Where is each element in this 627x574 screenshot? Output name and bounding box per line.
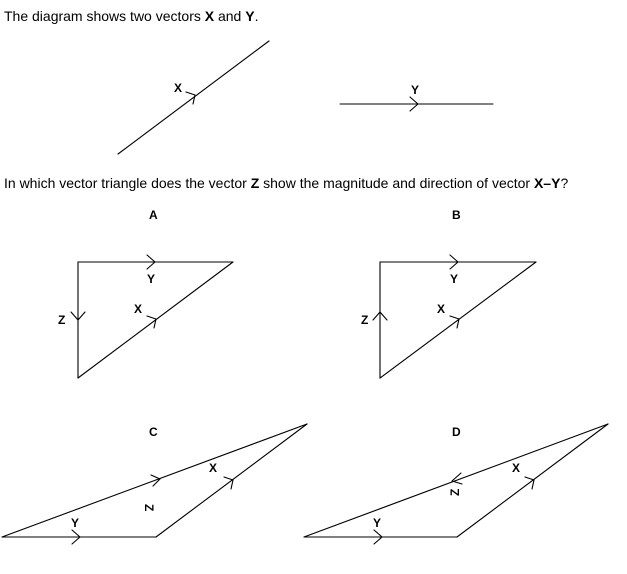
option-c-y-label: Y [71, 516, 80, 530]
option-b-x-label: X [437, 302, 446, 316]
given-x-label: X [174, 81, 183, 95]
option-d-z-label: Z [448, 488, 462, 496]
option-c-letter: C [149, 425, 158, 439]
intro-prefix: The diagram shows two vectors [4, 8, 205, 24]
option-b-letter: B [452, 208, 461, 222]
option-c-x-label: X [209, 461, 218, 475]
intro-x: X [204, 8, 215, 24]
option-d-letter: D [452, 425, 461, 439]
question-xy: X–Y [533, 175, 561, 191]
option-c-triangle [2, 424, 307, 544]
question-middle: show the magnitude and direction of vector [259, 175, 534, 191]
given-vector-x [118, 41, 269, 154]
option-b-y-label: Y [450, 272, 459, 286]
given-y-label: Y [411, 83, 420, 97]
intro-and: and [214, 8, 246, 24]
option-c-z-label: Z [142, 504, 156, 512]
question-prefix: In which vector triangle does the vector [4, 175, 251, 191]
option-d-triangle [304, 424, 608, 544]
question-z: Z [250, 175, 260, 191]
option-a-z-label: Z [58, 313, 66, 327]
option-a-x-label: X [134, 302, 143, 316]
given-vector-y [340, 97, 493, 111]
intro-y: Y [245, 8, 255, 24]
option-b-z-label: Z [361, 313, 369, 327]
option-d-y-label: Y [373, 516, 382, 530]
option-a-letter: A [149, 208, 158, 222]
intro-suffix: . [254, 8, 259, 24]
option-a-y-label: Y [147, 272, 156, 286]
option-d-x-label: X [512, 461, 521, 475]
option-a-x-arrowhead-icon [147, 316, 156, 328]
question-suffix: ? [560, 175, 569, 191]
